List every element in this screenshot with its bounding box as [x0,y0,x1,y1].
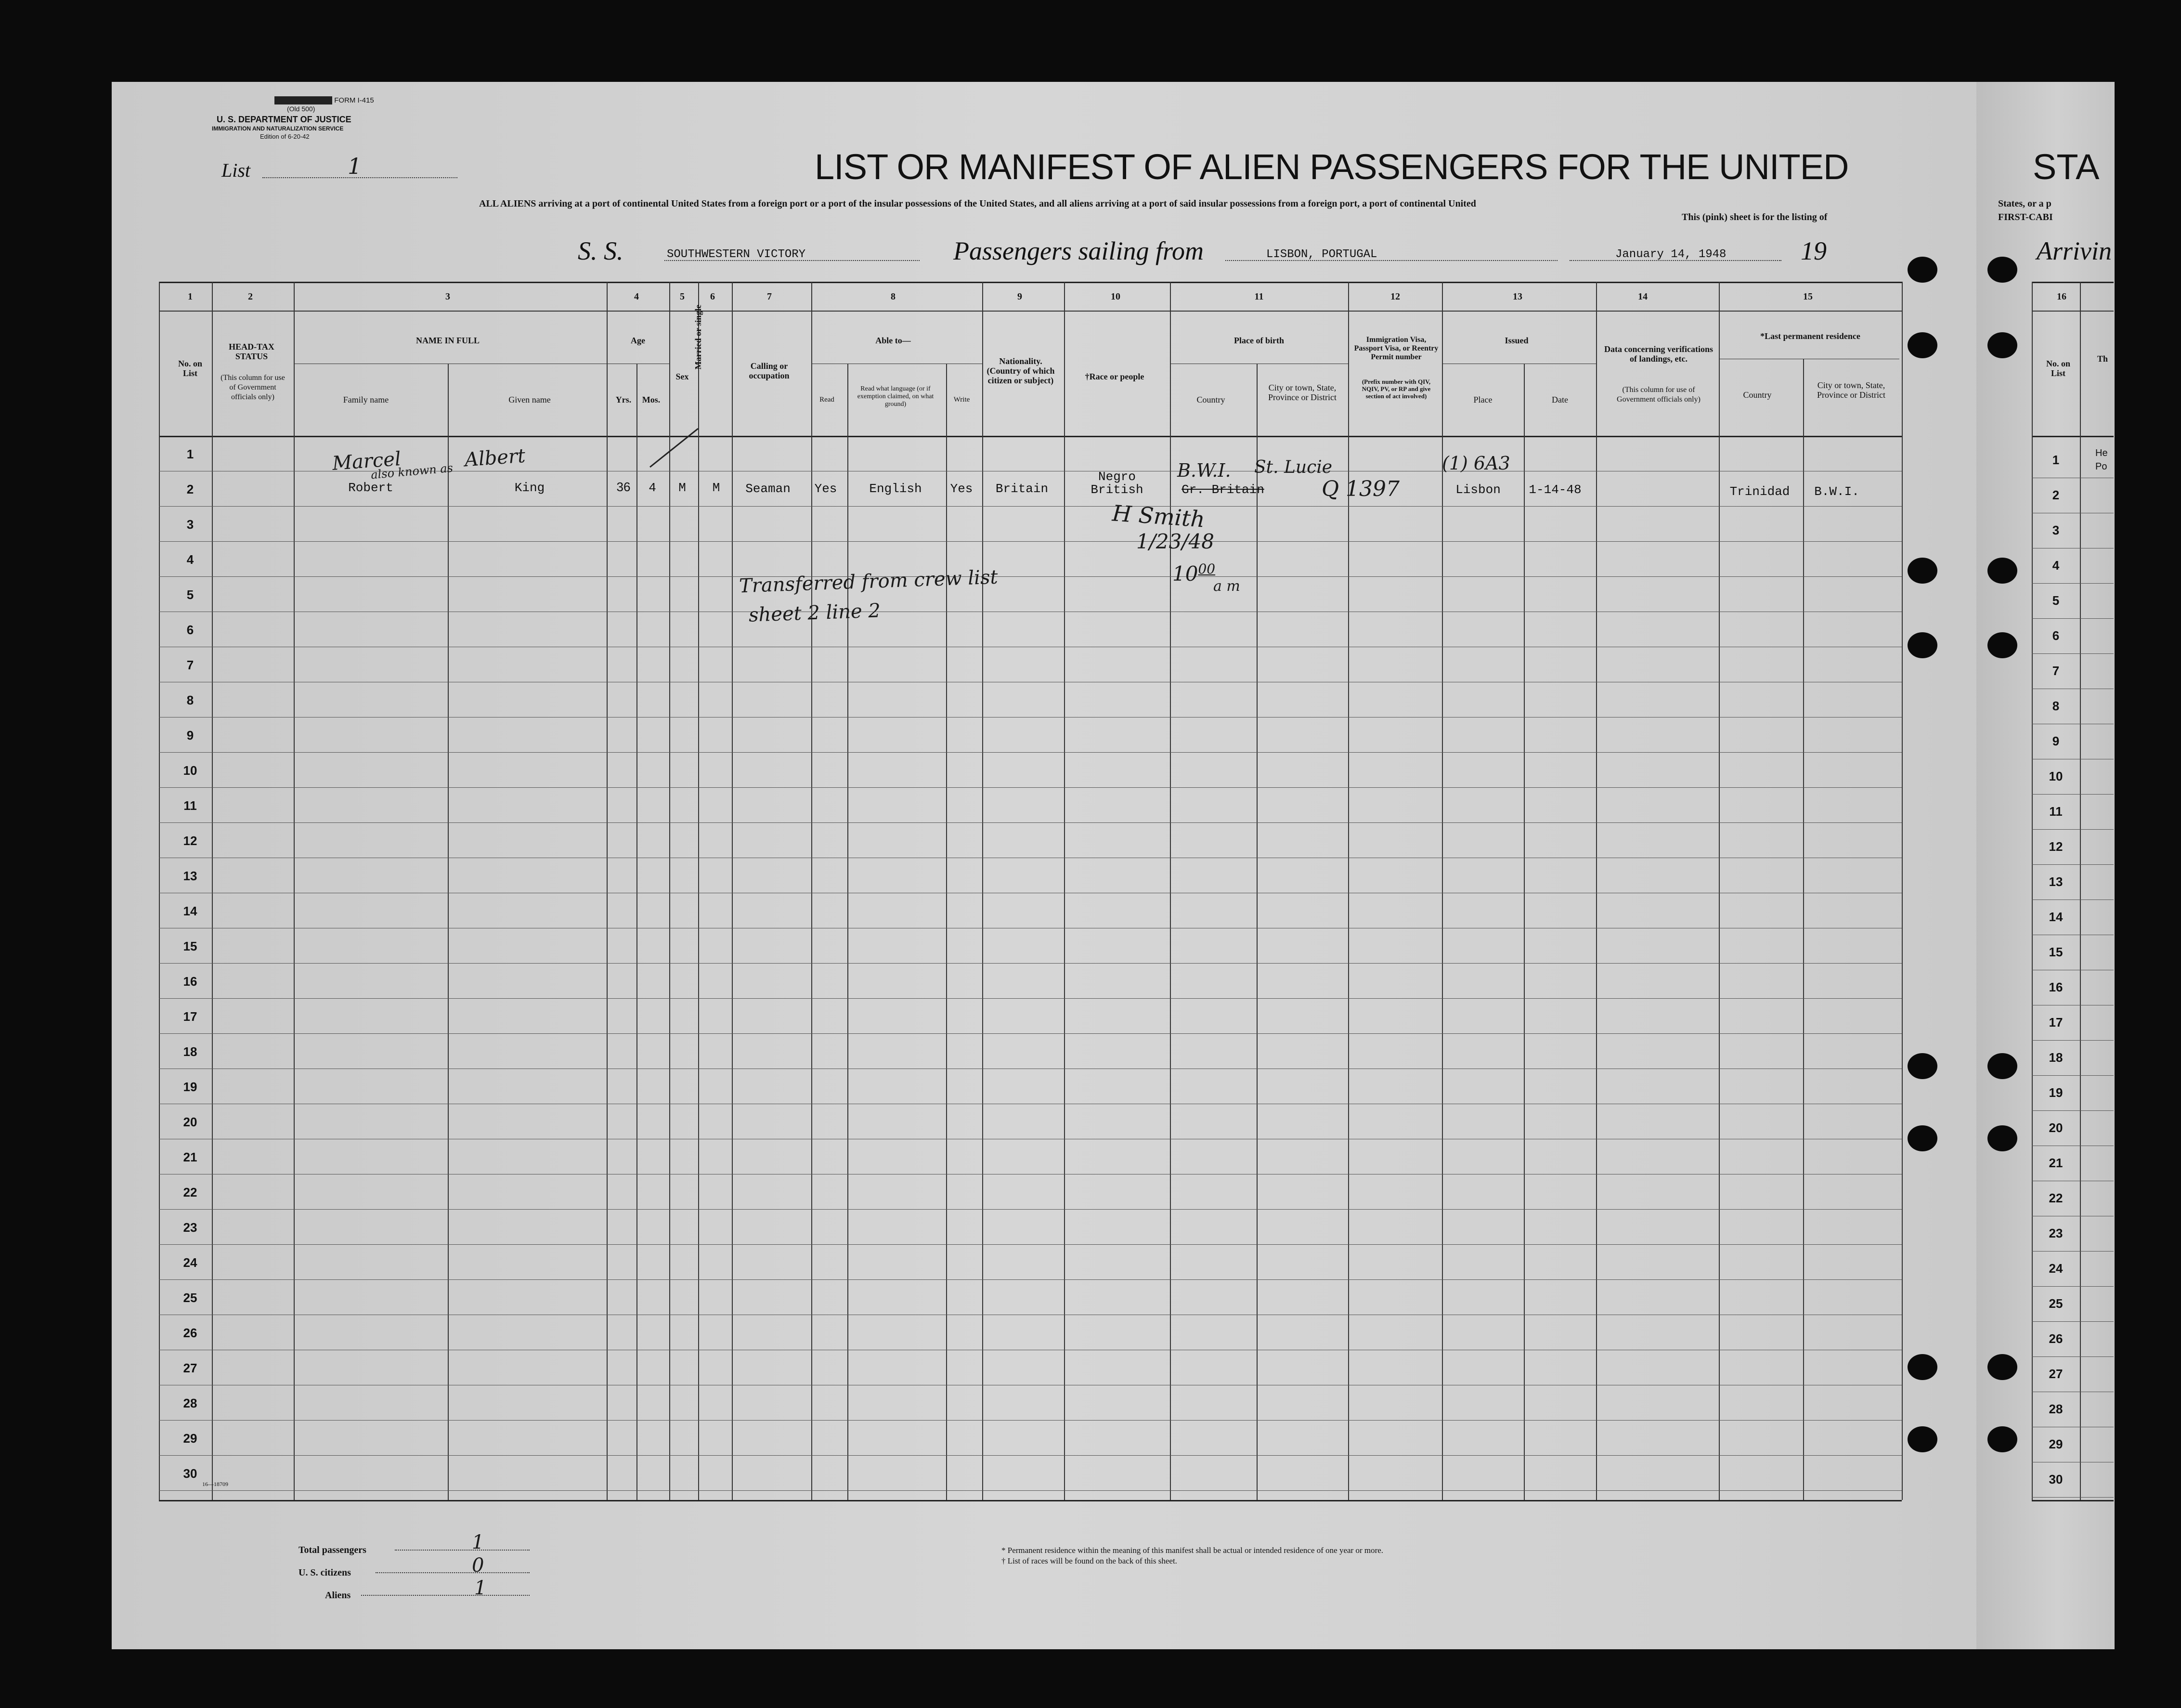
right-row-number: 25 [2049,1296,2063,1311]
column-number: 8 [891,291,896,302]
ship-name: SOUTHWESTERN VICTORY [667,248,806,261]
column-divider [1170,282,1171,1500]
occupation-cell: Seaman [745,482,791,496]
punch-hole [1987,332,2017,358]
row-rule [159,1209,1902,1210]
manifest-sheet [112,82,2115,1649]
row-number: 9 [186,728,194,743]
age-years-cell: 36 [616,480,631,494]
right-row-number: 10 [2049,769,2063,783]
right-row-number: 18 [2049,1050,2063,1065]
right-row-number: 4 [2052,558,2060,573]
right-row-number: 29 [2049,1437,2063,1451]
handwritten-birth-country: B.W.I. [1177,460,1231,481]
colnum-rule [159,311,1902,312]
sex-cell: M [678,481,686,495]
punch-hole [1908,1426,1937,1452]
punch-hole [1908,558,1937,584]
header-right-partial: Th [2097,354,2108,364]
column-divider [448,364,449,1500]
header-write: Write [953,396,970,404]
right-row-number: 11 [2049,804,2063,819]
column-divider [1348,282,1349,1500]
us-citizens-label: U. S. citizens [299,1567,351,1578]
residence-city-cell: B.W.I. [1814,484,1859,499]
race-line1-cell: Negro [1098,469,1136,484]
subtitle-line-2: This (pink) sheet is for the listing of [1682,212,1828,222]
total-passengers-line [395,1550,530,1551]
row-rule [2032,1321,2114,1322]
punch-hole [1987,1125,2017,1151]
row-rule [2032,1040,2114,1041]
right-row-number: 15 [2049,945,2063,959]
write-cell: Yes [950,482,973,496]
aliens-line [361,1595,530,1596]
row-rule [159,787,1902,788]
row-rule [2032,1497,2114,1498]
column-divider [212,282,213,1500]
header-race: †Race or people [1085,372,1144,381]
row-number: 20 [183,1115,197,1129]
total-passengers-label: Total passengers [299,1545,366,1555]
right-row-number: 24 [2049,1261,2063,1276]
punch-hole [1987,632,2017,658]
row-rule [2032,829,2114,830]
column-divider [607,282,608,1500]
row-rule [159,576,1902,577]
punch-hole [1908,332,1937,358]
handwritten-given-alias: Albert [464,444,526,471]
column-divider [946,364,947,1500]
right-partial-entry-2: Po [2095,461,2107,472]
header-issued-date: Date [1552,395,1568,404]
race-line2-cell: British [1090,482,1143,497]
right-row-number: 28 [2049,1402,2063,1416]
row-number: 17 [183,1009,197,1024]
row-rule [159,822,1902,823]
row-rule [159,541,1902,542]
punch-hole [1908,1125,1937,1151]
handwritten-family-alias: Marcel [331,448,402,475]
punch-hole [1908,257,1937,283]
column-number: 13 [1513,291,1522,302]
right-row-number: 16 [2049,980,2063,994]
header-landing: Data concerning verifications of landings, etc. [1604,344,1713,364]
right-subtitle-1: States, or a p [1998,198,2051,209]
row-number: 12 [183,834,197,848]
read-cell: Yes [814,482,837,496]
header-read: Read [819,396,834,404]
row-number: 19 [183,1080,197,1094]
row-number: 3 [186,517,194,532]
right-partial-entry-1: He [2095,448,2108,458]
ss-label: S. S. [578,236,623,265]
header-landing-note: (This column for use of Government officials only) [1617,386,1701,404]
column-divider [2080,282,2081,1500]
right-row-number: 17 [2049,1015,2063,1030]
right-row-number: 22 [2049,1191,2063,1205]
row-number: 10 [183,763,197,778]
handwritten-transfer-note-2: sheet 2 line 2 [748,600,881,626]
footnote-residence: * Permanent residence within the meaning of this manifest shall be actual or intended residence of one year or more. [1001,1546,1384,1555]
handwritten-birth-city: St. Lucie [1254,457,1333,477]
column-divider [1257,364,1258,1500]
right-row-number: 7 [2052,664,2060,678]
right-table-bottom [2032,1500,2114,1501]
row-number: 14 [183,904,197,918]
manifest-title: LIST OR MANIFEST OF ALIEN PASSENGERS FOR THE UNITED [815,147,1849,187]
header-visa-note: (Prefix number with QIV, NQIV, PV, or RP and give section of act involved) [1362,378,1431,400]
right-row-number: 30 [2049,1472,2063,1486]
column-number: 10 [1111,291,1120,302]
total-passengers-value: 1 [472,1531,484,1553]
row-number: 16 [183,974,197,989]
row-number: 22 [183,1185,197,1200]
header-name-in-full: NAME IN FULL [415,336,480,345]
handwritten-also-known: also known as [370,461,454,482]
row-number: 25 [183,1291,197,1305]
header-bottom-border [159,436,1902,437]
right-row-number: 19 [2049,1085,2063,1100]
column-divider [732,282,733,1500]
aliens-label: Aliens [325,1590,351,1601]
column-number: 6 [710,291,715,302]
column-number: 4 [634,291,639,302]
birth-country-struck: Gr. Britain [1181,482,1264,497]
residence-country-cell: Trinidad [1729,484,1790,499]
column-number: 5 [680,291,685,302]
column-number: 16 [2057,291,2066,302]
list-label: List [221,159,251,181]
row-number: 6 [186,623,194,637]
handwritten-visa-section: (1) 6A3 [1442,453,1510,474]
table-top-border [159,282,1902,283]
right-row-number: 1 [2052,453,2060,467]
column-number: 7 [767,291,772,302]
right-row-number: 8 [2052,699,2060,713]
marital-cell: M [712,481,720,495]
form-number: XXXXXXXXXXXX FORM I-415 [274,96,374,104]
row-number: 13 [183,869,197,883]
row-number: 28 [183,1396,197,1410]
given-name-cell: King [514,481,545,495]
header-no-on-list: No. on List [178,359,202,378]
row-rule [2032,794,2114,795]
row-rule [2032,1251,2114,1252]
punch-hole [1987,558,2017,584]
header-birth-country: Country [1196,395,1225,404]
row-rule [2032,1286,2114,1287]
row-rule [159,506,1902,507]
handwritten-transfer-note-1: Transferred from crew list [739,566,999,598]
arriving-label: Arrivin [2037,236,2112,265]
row-number: 4 [186,552,194,567]
column-number: 14 [1638,291,1648,302]
column-number: 12 [1390,291,1400,302]
header-issued: Issued [1505,336,1529,345]
right-row-number: 6 [2052,628,2060,643]
row-number: 2 [186,482,194,496]
right-row-number: 23 [2049,1226,2063,1240]
row-number: 15 [183,939,197,953]
row-number: 7 [186,658,194,672]
column-divider [2032,282,2033,1500]
row-number: 29 [183,1431,197,1446]
row-rule [2032,864,2114,865]
row-number: 27 [183,1361,197,1375]
right-header-bottom [2032,436,2114,437]
right-subtitle-2: FIRST-CABI [1998,212,2053,222]
column-number: 1 [188,291,193,302]
handwritten-officer: H Smith [1111,500,1206,533]
row-rule [2032,583,2114,584]
handwritten-slash-mark [645,424,703,472]
issued-place-cell: Lisbon [1455,482,1501,497]
punch-hole [1908,1354,1937,1380]
form-edition: Edition of 6-20-42 [260,133,310,140]
row-number: 11 [183,798,197,813]
column-divider [159,282,160,1500]
departure-port: LISBON, PORTUGAL [1266,248,1377,261]
punch-hole [1987,1426,2017,1452]
handwritten-officer-ampm: a m [1213,578,1240,595]
table-bottom-border [159,1500,1902,1501]
column-number: 3 [445,291,450,302]
header-head-tax: HEAD-TAX STATUS [229,342,274,361]
punch-hole [1908,632,1937,658]
us-citizens-line [376,1572,530,1573]
column-divider [811,282,812,1500]
header-right-no-on-list: No. on List [2046,359,2070,378]
punch-hole [1987,1354,2017,1380]
row-rule [159,752,1902,753]
right-row-number: 2 [2052,488,2060,502]
row-rule [2032,618,2114,619]
right-row-number: 26 [2049,1331,2063,1346]
service-name: IMMIGRATION AND NATURALIZATION SERVICE [212,125,344,132]
row-number: 23 [183,1220,197,1235]
punch-hole [1987,1053,2017,1079]
row-rule [2032,653,2114,654]
header-nationality: Nationality. (Country of which citizen or subject) [987,356,1055,385]
title-continuation: STA [2033,147,2100,187]
row-rule [159,1420,1902,1421]
column-divider [1524,364,1525,1500]
right-row-number: 14 [2049,910,2063,924]
header-birth-city: City or town, State, Province or District [1268,383,1337,402]
handwritten-officer-date: 1/23/48 [1136,530,1214,553]
right-row-number: 12 [2049,839,2063,854]
header-married: Married or single [693,304,703,370]
row-rule [2032,1075,2114,1076]
column-divider [982,282,983,1500]
handwritten-visa-number: Q 1397 [1322,477,1400,501]
row-rule [2032,1110,2114,1111]
header-place-of-birth: Place of birth [1234,336,1284,345]
row-number: 8 [186,693,194,707]
right-row-number: 5 [2052,593,2060,608]
row-rule [159,1490,1902,1491]
language-cell: English [869,482,922,496]
right-row-number: 9 [2052,734,2060,748]
column-divider [294,282,295,1500]
header-yrs: Yrs. [615,395,632,404]
header-res-country: Country [1743,390,1772,400]
right-row-number: 20 [2049,1121,2063,1135]
column-number: 2 [248,291,253,302]
right-row-number: 27 [2049,1367,2063,1381]
row-rule [159,1455,1902,1456]
header-issued-place: Place [1473,395,1493,404]
header-res-city: City or town, State, Province or District [1817,380,1885,400]
column-divider [847,364,848,1500]
header-visa: Immigration Visa, Passport Visa, or Reentry Permit number [1354,336,1439,361]
punch-hole [1908,1053,1937,1079]
row-rule [159,1244,1902,1245]
header-calling: Calling or occupation [749,361,790,380]
handwritten-officer-time: $10^{00}$ [1172,561,1216,586]
nationality-cell: Britain [995,482,1049,496]
column-divider [1719,282,1720,1500]
row-number: 5 [186,587,194,602]
row-number: 18 [183,1044,197,1059]
row-rule [159,963,1902,964]
row-rule [159,998,1902,999]
print-code: 16—18709 [202,1481,228,1487]
row-number: 26 [183,1326,197,1340]
row-number: 30 [183,1466,197,1481]
column-number: 9 [1017,291,1022,302]
header-mos: Mos. [642,395,661,404]
right-row-number: 21 [2049,1156,2063,1170]
us-citizens-value: 0 [472,1554,484,1577]
row-number: 1 [186,447,194,461]
right-row-number: 3 [2052,523,2060,537]
age-months-cell: 4 [649,481,656,495]
punch-hole [1987,257,2017,283]
year-label: 19 [1801,236,1827,265]
sailing-date: January 14, 1948 [1615,248,1727,261]
row-rule [159,1033,1902,1034]
sailing-label: Passengers sailing from [953,236,1204,265]
subtitle-line-1: ALL ALIENS arriving at a port of continental United States from a foreign port or a port of the insular possessions of the United States, and all aliens arriving at a port of said insular possessions from a foreign port, a port of continental United [479,198,1476,209]
row-number: 21 [183,1150,197,1164]
issued-date-cell: 1-14-48 [1529,482,1582,497]
row-number: 24 [183,1255,197,1270]
right-row-number: 13 [2049,874,2063,889]
column-divider [1803,359,1804,1500]
header-age: Age [631,336,645,345]
column-divider [1902,282,1903,1500]
old-form-number: (Old 500) [287,105,315,113]
column-divider [1064,282,1065,1500]
header-sex: Sex [675,372,689,381]
department-name: U. S. DEPARTMENT OF JUSTICE [217,115,351,124]
header-able-to: Able to— [875,336,911,345]
header-last-residence: *Last permanent residence [1760,331,1860,341]
column-number: 11 [1254,291,1264,302]
header-family-name: Family name [343,395,389,404]
column-divider [1596,282,1597,1500]
header-head-tax-note: (This column for use of Government officials only) [221,374,285,401]
footnote-races: † List of races will be found on the back of this sheet. [1001,1556,1177,1565]
aliens-value: 1 [474,1577,487,1599]
column-divider [636,364,637,1500]
row-rule [159,1279,1902,1280]
list-number: 1 [348,153,362,179]
right-table-top [2032,282,2114,283]
row-rule [2032,1356,2114,1357]
right-colnum-rule [2032,311,2114,312]
header-read-language: Read what language (or if exemption claimed, on what ground) [857,385,934,408]
header-given-name: Given name [508,395,551,404]
column-number: 15 [1803,291,1813,302]
family-name-cell: Robert [348,481,393,495]
